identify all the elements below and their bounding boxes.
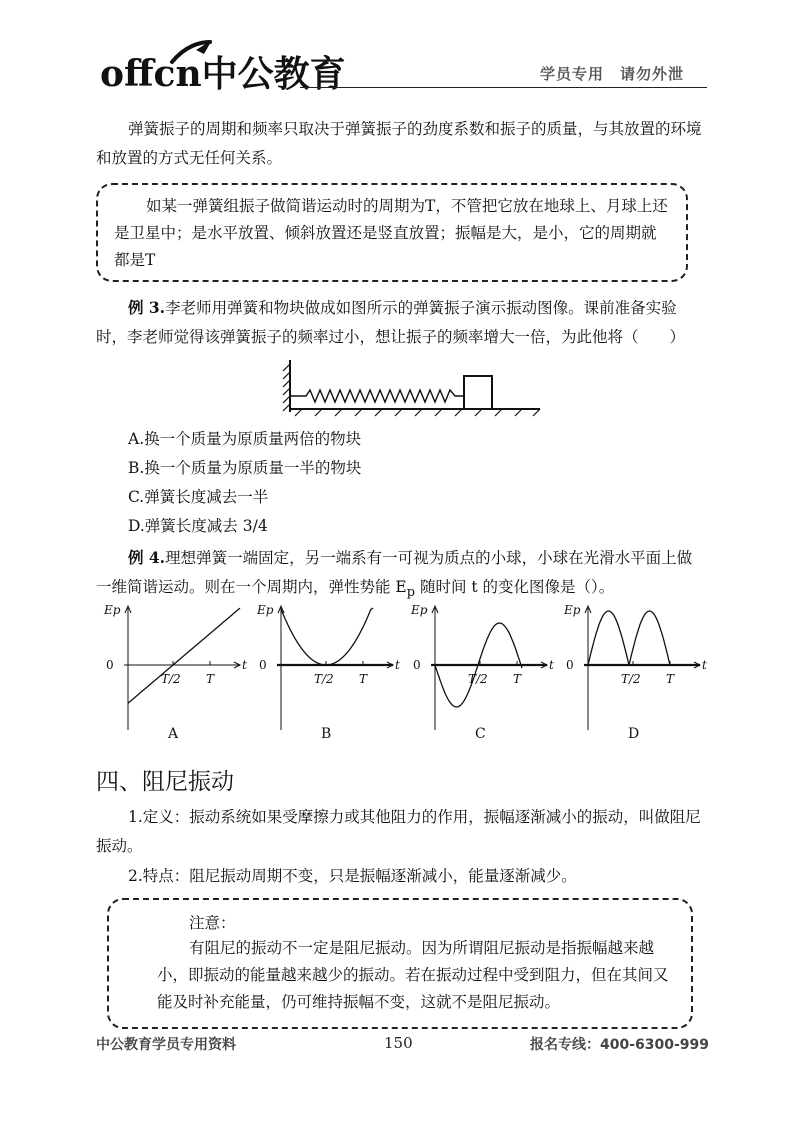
- example-3-text: 李老师用弹簧和物块做成如图所示的弹簧振子演示振动图像。课前准备实验时，李老师觉得该弹簧振子的频率过小，想让振子的频率增大一倍，为此他将（ ）: [96, 299, 686, 346]
- graph-letter: A: [168, 726, 179, 742]
- x-axis-label: t: [549, 658, 554, 672]
- example-4-text-after: 随时间 t 的变化图像是（）。: [415, 578, 615, 596]
- y-axis-label: Ep: [411, 603, 428, 617]
- example-4-subscript: p: [406, 585, 416, 601]
- option-c: C.弹簧长度减去一半: [128, 488, 269, 506]
- wall-hatch: [283, 364, 290, 411]
- footer-left: 中公教育学员专用资料: [96, 1037, 236, 1053]
- graph-b: [253, 600, 403, 750]
- intro-paragraph: 弹簧振子的周期和频率只取决于弹簧振子的劲度系数和振子的质量，与其放置的环境和放置的方式无任何关系。: [96, 120, 702, 167]
- tick-full-label: T: [666, 672, 675, 686]
- page-number: 150: [384, 1034, 413, 1052]
- floor-hatch: [295, 409, 540, 416]
- option-d: D.弹簧长度减去 3/4: [128, 517, 268, 535]
- graph-a: [100, 600, 250, 750]
- x-axis-label: t: [702, 658, 707, 672]
- header-rule: [300, 87, 707, 88]
- logo-graphic: [100, 40, 346, 95]
- note-box-2: [107, 898, 693, 1029]
- block: [464, 376, 492, 409]
- tick-full-label: T: [513, 672, 522, 686]
- header-right-text: 学员专用 请勿外泄: [540, 65, 685, 83]
- section-4-item-1: 1.定义：振动系统如果受摩擦力或其他阻力的作用，振幅逐渐减小的振动，叫做阻尼振动。: [96, 808, 701, 855]
- origin-label: 0: [259, 658, 267, 672]
- tick-half-label: T/2: [314, 672, 334, 686]
- example-4-text-before: 理想弹簧一端固定，另一端系有一可视为质点的小球，小球在光滑水平面上做一维简谐运动。则在一个周期内，弹性势能 E: [96, 549, 693, 596]
- graph-d: [560, 600, 710, 750]
- note-box-1: [96, 183, 688, 282]
- tick-full-label: T: [206, 672, 215, 686]
- note-box-1-text: 如某一弹簧组振子做简谐运动时的周期为T，不管把它放在地球上、月球上还是卫星中；是水平放置、倾斜放置还是竖直放置；振幅是大，是小，它的周期就都是T: [114, 197, 668, 269]
- tick-half-label: T/2: [468, 672, 488, 686]
- graph-letter: B: [321, 726, 332, 742]
- example-3: [96, 293, 706, 352]
- offcn-logo: [100, 40, 346, 95]
- note-box-2-title: 注意：: [189, 914, 236, 932]
- tick-half-label: T/2: [161, 672, 181, 686]
- ep-curve: [281, 608, 373, 665]
- example-4-label: 例 4.: [128, 548, 166, 567]
- section-4-title: 四、阻尼振动: [96, 769, 234, 795]
- footer-right: 报名专线：400-6300-999: [530, 1037, 710, 1053]
- option-b: B.换一个质量为原质量一半的物块: [128, 459, 362, 477]
- example-3-label: 例 3.: [128, 298, 166, 317]
- origin-label: 0: [106, 658, 114, 672]
- graph-letter: D: [628, 726, 640, 742]
- graph-c: [407, 600, 557, 750]
- section-4-item-2: 2.特点：阻尼振动周期不变，只是振幅逐渐减小，能量逐渐减少。: [128, 867, 577, 885]
- origin-label: 0: [413, 658, 421, 672]
- logo-text: offcn中公教育: [100, 53, 346, 95]
- spring: [290, 390, 464, 402]
- x-axis-label: t: [395, 658, 400, 672]
- y-axis-label: Ep: [104, 603, 121, 617]
- origin-label: 0: [566, 658, 574, 672]
- note-box-2-text: 有阻尼的振动不一定是阻尼振动。因为所谓阻尼振动是指振幅越来越小，即振动的能量越来越少的振动。若在振动过程中受到阻力，但在其间又能及时补充能量，仍可维持振幅不变，这就不是阻尼振动。: [157, 939, 669, 1011]
- example-4: [96, 543, 706, 607]
- tick-half-label: T/2: [621, 672, 641, 686]
- tick-full-label: T: [359, 672, 368, 686]
- y-axis-label: Ep: [564, 603, 581, 617]
- ep-curve: [588, 611, 670, 665]
- spring-block-figure: [282, 356, 544, 418]
- option-a: A.换一个质量为原质量两倍的物块: [128, 430, 362, 448]
- ep-curve: [128, 608, 240, 703]
- y-axis-label: Ep: [257, 603, 274, 617]
- graph-letter: C: [475, 726, 486, 742]
- x-axis-label: t: [242, 658, 247, 672]
